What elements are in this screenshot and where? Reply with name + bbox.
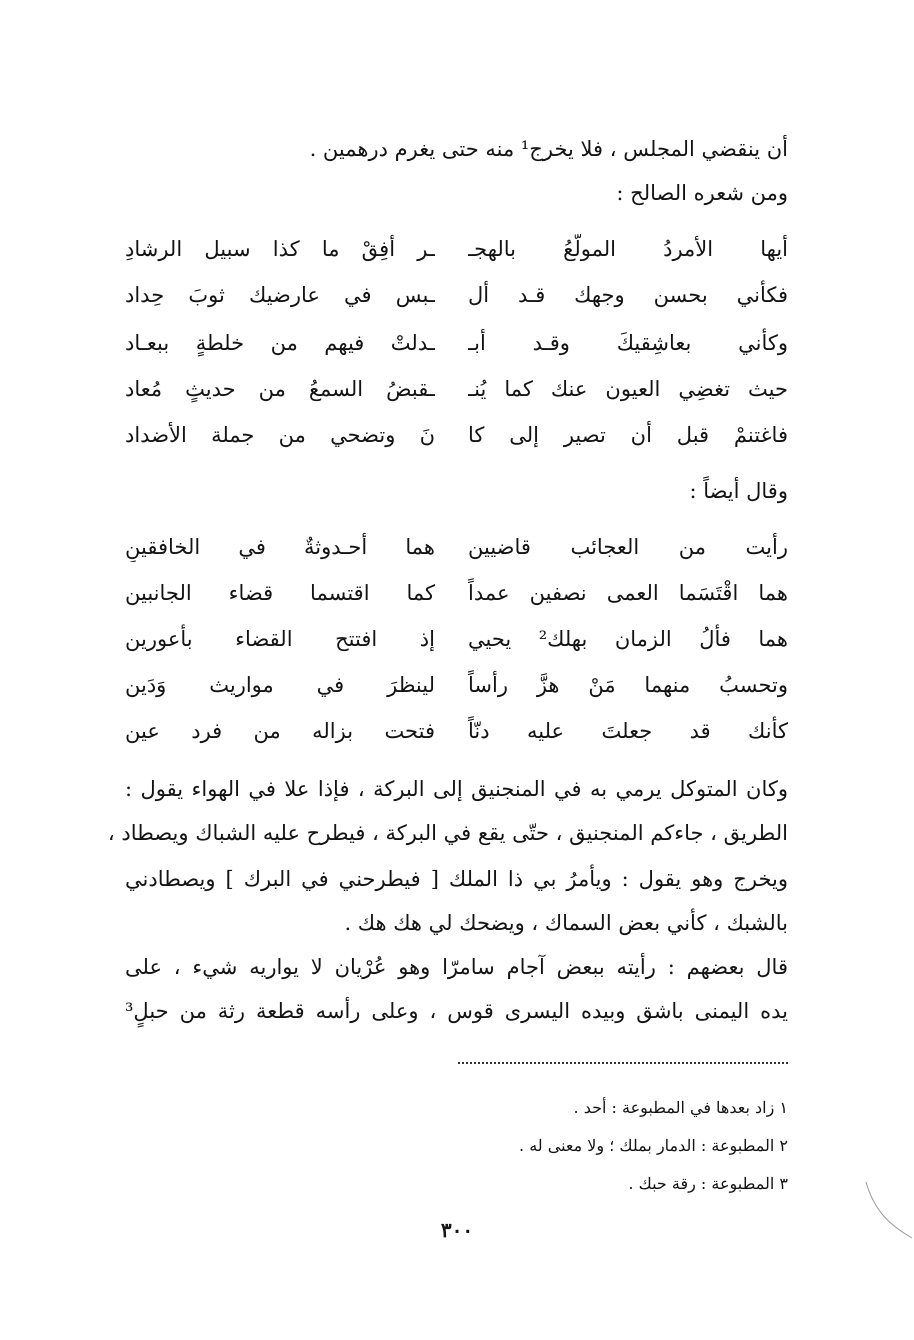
scan-mark-decoration	[864, 1180, 914, 1240]
prose-line-bottom-2: الطريق ، جاءكم المنجنيق ، حتّى يقع في البركة ، فيطرح عليه الشباك ويصطاد ،	[107, 821, 788, 845]
footnote-2: ٢ المطبوعة : الدمار بملك ؛ ولا معنى له .	[519, 1136, 788, 1155]
poem2-verse-2	[125, 578, 788, 608]
poem1-verse-3-second-hemistich: ـدلتْ فيهم من خلطةٍ ببعـاد	[125, 331, 435, 355]
poem1-verse-5	[125, 420, 788, 450]
poem2-verse-3	[125, 624, 788, 654]
poem1-verse-4	[125, 374, 788, 404]
poem1-verse-2	[125, 280, 788, 310]
poem1-verse-1	[125, 234, 788, 264]
poem2-verse-4-second-hemistich: لينظرَ في مواريث وَدَين	[125, 673, 435, 697]
poem2-verse-3-first-hemistich: هما فألُ الزمان بهلك² يحيي	[468, 627, 788, 651]
poem2-intro: وقال أيضاً :	[689, 479, 788, 503]
prose-line-top-2: ومن شعره الصالح :	[616, 181, 788, 205]
poem2-verse-2-first-hemistich: هما اقْتَسَما العمى نصفين عمداً	[468, 581, 788, 605]
poem1-verse-2-first-hemistich: فكأني بحسن وجهك قـد أل	[468, 283, 788, 307]
footnote-3: ٣ المطبوعة : رقة حبك .	[628, 1174, 788, 1193]
poem2-verse-1-first-hemistich: رأيت من العجائب قاضيين	[468, 535, 788, 559]
poem1-verse-5-second-hemistich: نَ وتضحي من جملة الأضداد	[125, 423, 435, 447]
poem1-verse-3-first-hemistich: وكأني بعاشِقيكَ وقـد أبـ	[468, 331, 788, 355]
prose-line-bottom-3: ويخرج وهو يقول : ويأمرُ بي ذا الملك [ فيطرحني في البرك ] ويصطادني	[125, 867, 788, 891]
poem2-verse-5-first-hemistich: كأنك قد جعلتَ عليه دنّاً	[468, 719, 788, 743]
poem1-verse-4-second-hemistich: ـقبضُ السمعُ من حديثٍ مُعاد	[125, 377, 435, 401]
poem2-verse-4	[125, 670, 788, 700]
poem1-verse-5-first-hemistich: فاغتنمْ قبل أن تصير إلى كا	[468, 423, 788, 447]
page-number: ٣٠٠	[440, 1218, 474, 1242]
poem2-verse-2-second-hemistich: كما اقتسما قضاء الجانبين	[125, 581, 435, 605]
poem2-verse-1	[125, 532, 788, 562]
footnote-1: ١ زاد بعدها في المطبوعة : أحد .	[573, 1098, 788, 1117]
poem1-verse-3	[125, 328, 788, 358]
poem2-verse-5	[125, 716, 788, 746]
prose-line-bottom-1: وكان المتوكل يرمي به في المنجنيق إلى البركة ، فإذا علا في الهواء يقول :	[125, 777, 788, 801]
poem2-verse-3-second-hemistich: إذ افتتح القضاء بأعورين	[125, 627, 435, 651]
poem1-verse-4-first-hemistich: حيث تغضِي العيون عنك كما يُنـ	[468, 377, 788, 401]
poem1-verse-2-second-hemistich: ـبس في عارضيك ثوبَ حِداد	[125, 283, 435, 307]
prose-line-bottom-4: بالشبك ، كأني بعض السماك ، ويضحك لي هك هك .	[344, 911, 788, 935]
poem2-verse-5-second-hemistich: فتحت بزاله من فرد عين	[125, 719, 435, 743]
poem2-verse-4-first-hemistich: وتحسبُ منهما مَنْ هزَّ رأساً	[468, 673, 788, 697]
prose-line-top-1: أن ينقضي المجلس ، فلا يخرج¹ منه حتى يغرم درهمين .	[309, 137, 788, 161]
poem1-verse-1-second-hemistich: ـر أفِقْ ما كذا سبيل الرشادِ	[125, 237, 435, 261]
footnote-separator	[458, 1062, 788, 1064]
prose-line-bottom-5: قال بعضهم : رأيته ببعض آجام سامرّا وهو عُرْيان لا يواريه شيء ، على	[125, 955, 788, 979]
prose-line-bottom-6: يده اليمنى باشق وبيده اليسرى قوس ، وعلى رأسه قطعة رثة من حبلٍ³	[125, 999, 788, 1023]
poem2-verse-1-second-hemistich: هما أحـدوثةٌ في الخافقينِ	[125, 535, 435, 559]
poem1-verse-1-first-hemistich: أيها الأمردُ المولّعُ بالهجـ	[468, 237, 788, 261]
